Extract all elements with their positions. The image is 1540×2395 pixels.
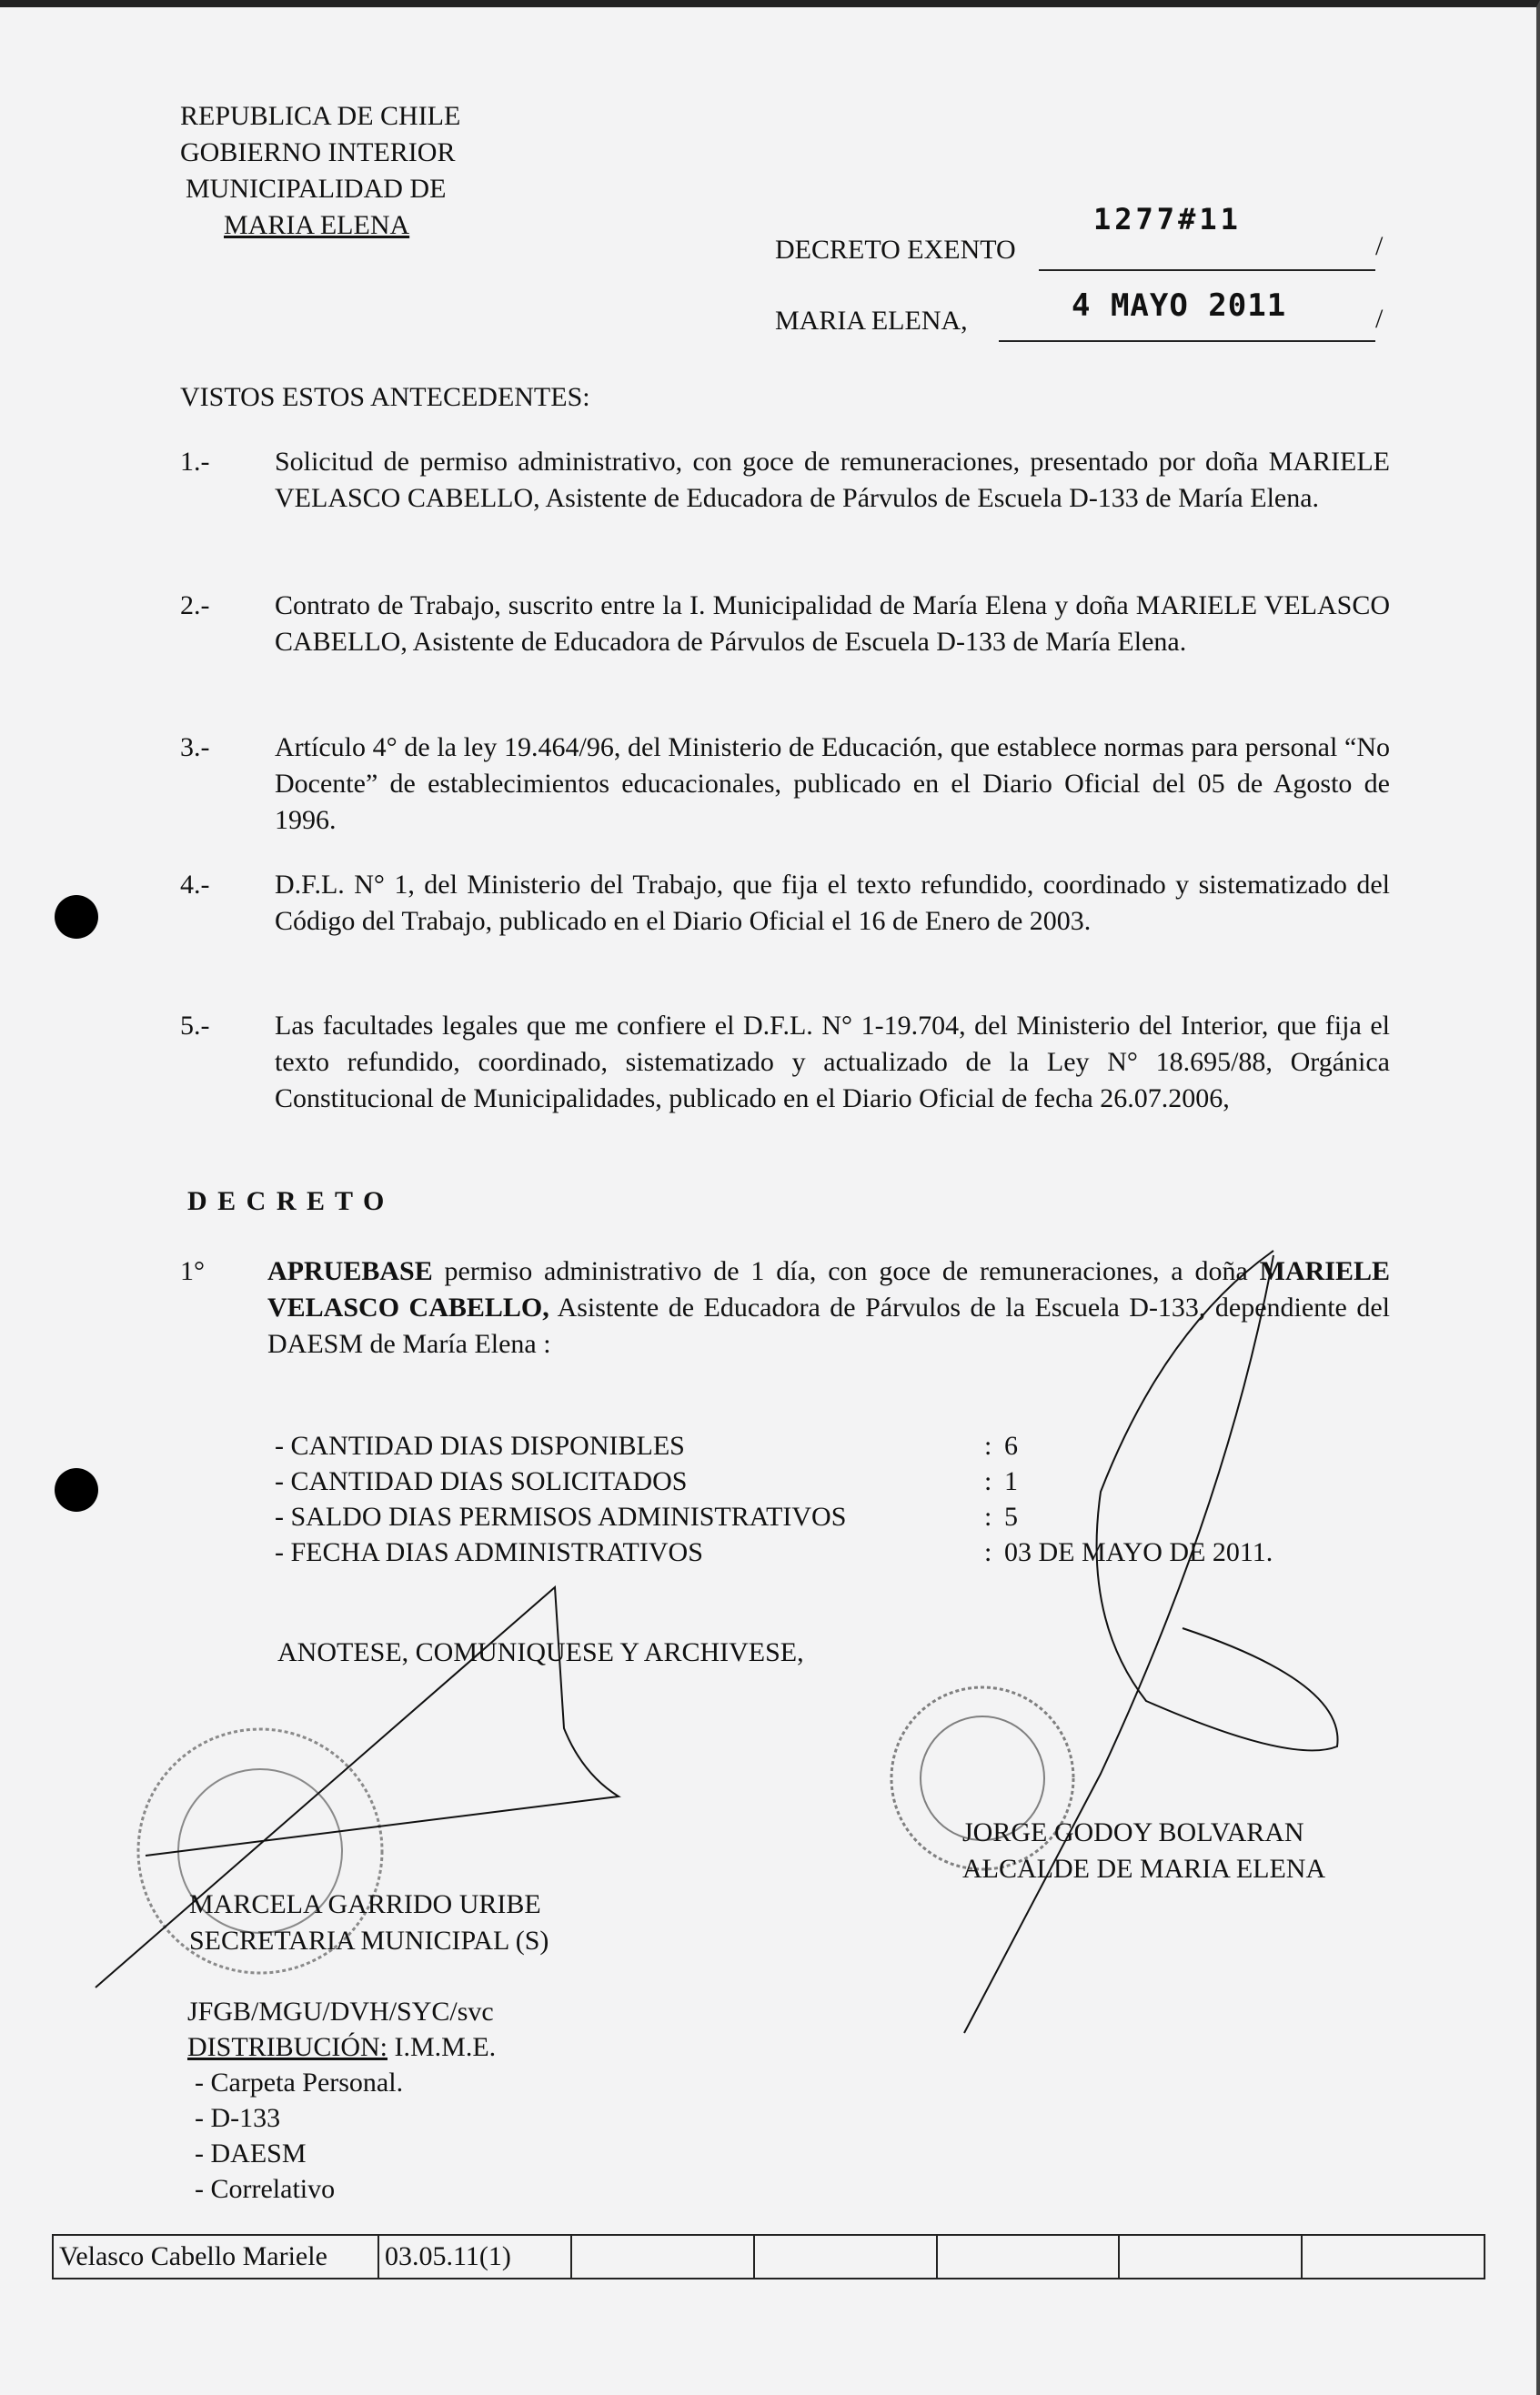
mayor-signature-block: JORGE GODOY BOLVARAN ALCALDE DE MARIA ELENA (962, 1817, 1326, 1884)
decreto-exento-label: DECRETO EXENTO (775, 235, 1016, 265)
resolution-item: 1° APRUEBASE permiso administrativo de 1 día, con goce de remuneraciones, a doña MARIELE VELASCO CABELLO, Asistente de Educadora de Párvulos de la Escuela D-133, dependiente del DAESM de María Elena : (180, 1256, 1390, 1359)
antecedent-item: 1.- Solicitud de permiso administrativo, con goce de remuneraciones, presentado por doña MARIELE VELASCO CABELLO, Asistente de Educadora de Párvulos de Escuela D-133 de María Elena. (180, 447, 1390, 513)
initials: JFGB/MGU/DVH/SYC/svc (187, 1997, 494, 2027)
detail-row: - CANTIDAD DIAS SOLICITADOS : 1 (275, 1466, 1018, 1496)
detail-row: - SALDO DIAS PERMISOS ADMINISTRATIVOS : 5 (275, 1502, 1018, 1532)
distribution-block: JFGB/MGU/DVH/SYC/svc DISTRIBUCIÓN: I.M.M.E. - Carpeta Personal. - D-133 - DAESM - Correlativo (187, 1994, 496, 2207)
decreto-title: D E C R E T O (187, 1186, 387, 1216)
vistos-title: VISTOS ESTOS ANTECEDENTES: (180, 382, 590, 412)
detail-row: - CANTIDAD DIAS DISPONIBLES : 6 (275, 1431, 1018, 1461)
date-stamp: 4 MAYO 2011 (1072, 287, 1287, 324)
distribution-title: DISTRIBUCIÓN: (187, 2032, 388, 2062)
distribution-item: - Correlativo (195, 2174, 336, 2204)
antecedent-item: 4.- D.F.L. N° 1, del Ministerio del Trabajo, que fija el texto refundido, coordinado y sistematizado del Código del Trabajo, publicado en el Diario Oficial el 16 de Enero de 2003. (180, 870, 1390, 936)
table-row: Velasco Cabello Mariele 03.05.11(1) (53, 2235, 1485, 2279)
secretary-signature-block: MARCELA GARRIDO URIBE SECRETARIA MUNICIPAL (S) (189, 1889, 549, 1956)
detail-row: - FECHA DIAS ADMINISTRATIVOS : 03 DE MAYO DE 2011. (275, 1537, 1273, 1567)
letterhead-line: REPUBLICA DE CHILE (180, 101, 461, 131)
footer-table (52, 2234, 1485, 2279)
decree-number-stamp: 1277#11 (1093, 202, 1242, 236)
distribution-item: - Carpeta Personal. (195, 2068, 404, 2098)
distribution-item: - DAESM (195, 2138, 307, 2169)
right-signature (964, 1251, 1338, 2033)
letterhead-line: GOBIERNO INTERIOR (180, 137, 456, 167)
punch-hole (55, 1468, 98, 1512)
place-label: MARIA ELENA, (775, 306, 968, 336)
letterhead-line: MARIA ELENA (224, 210, 410, 240)
antecedent-item: 5.- Las facultades legales que me confiere el D.F.L. N° 1-19.704, del Ministerio del Interior, que fija el texto refundido, coordinado, sistematizado y actualizado de la Ley N° 18.695/88, Orgánica Constitucional de Municipalidades, publicado en el Diario Oficial de fecha 26.07.2006, (180, 1011, 1390, 1113)
closing-formula: ANOTESE, COMUNIQUESE Y ARCHIVESE, (277, 1637, 804, 1667)
distribution-item: - D-133 (195, 2103, 281, 2133)
punch-hole (55, 895, 98, 939)
antecedent-item: 3.- Artículo 4° de la ley 19.464/96, del Ministerio de Educación, que establece normas para personal “No Docente” de establecimientos educacionales, publicado en el Diario Oficial del 05 de Agosto de 1996. (180, 732, 1390, 835)
antecedent-item: 2.- Contrato de Trabajo, suscrito entre la I. Municipalidad de María Elena y doña MARIELE VELASCO CABELLO, Asistente de Educadora de Párvulos de Escuela D-133 de María Elena. (180, 590, 1390, 657)
letterhead-line: MUNICIPALIDAD DE (186, 174, 447, 204)
